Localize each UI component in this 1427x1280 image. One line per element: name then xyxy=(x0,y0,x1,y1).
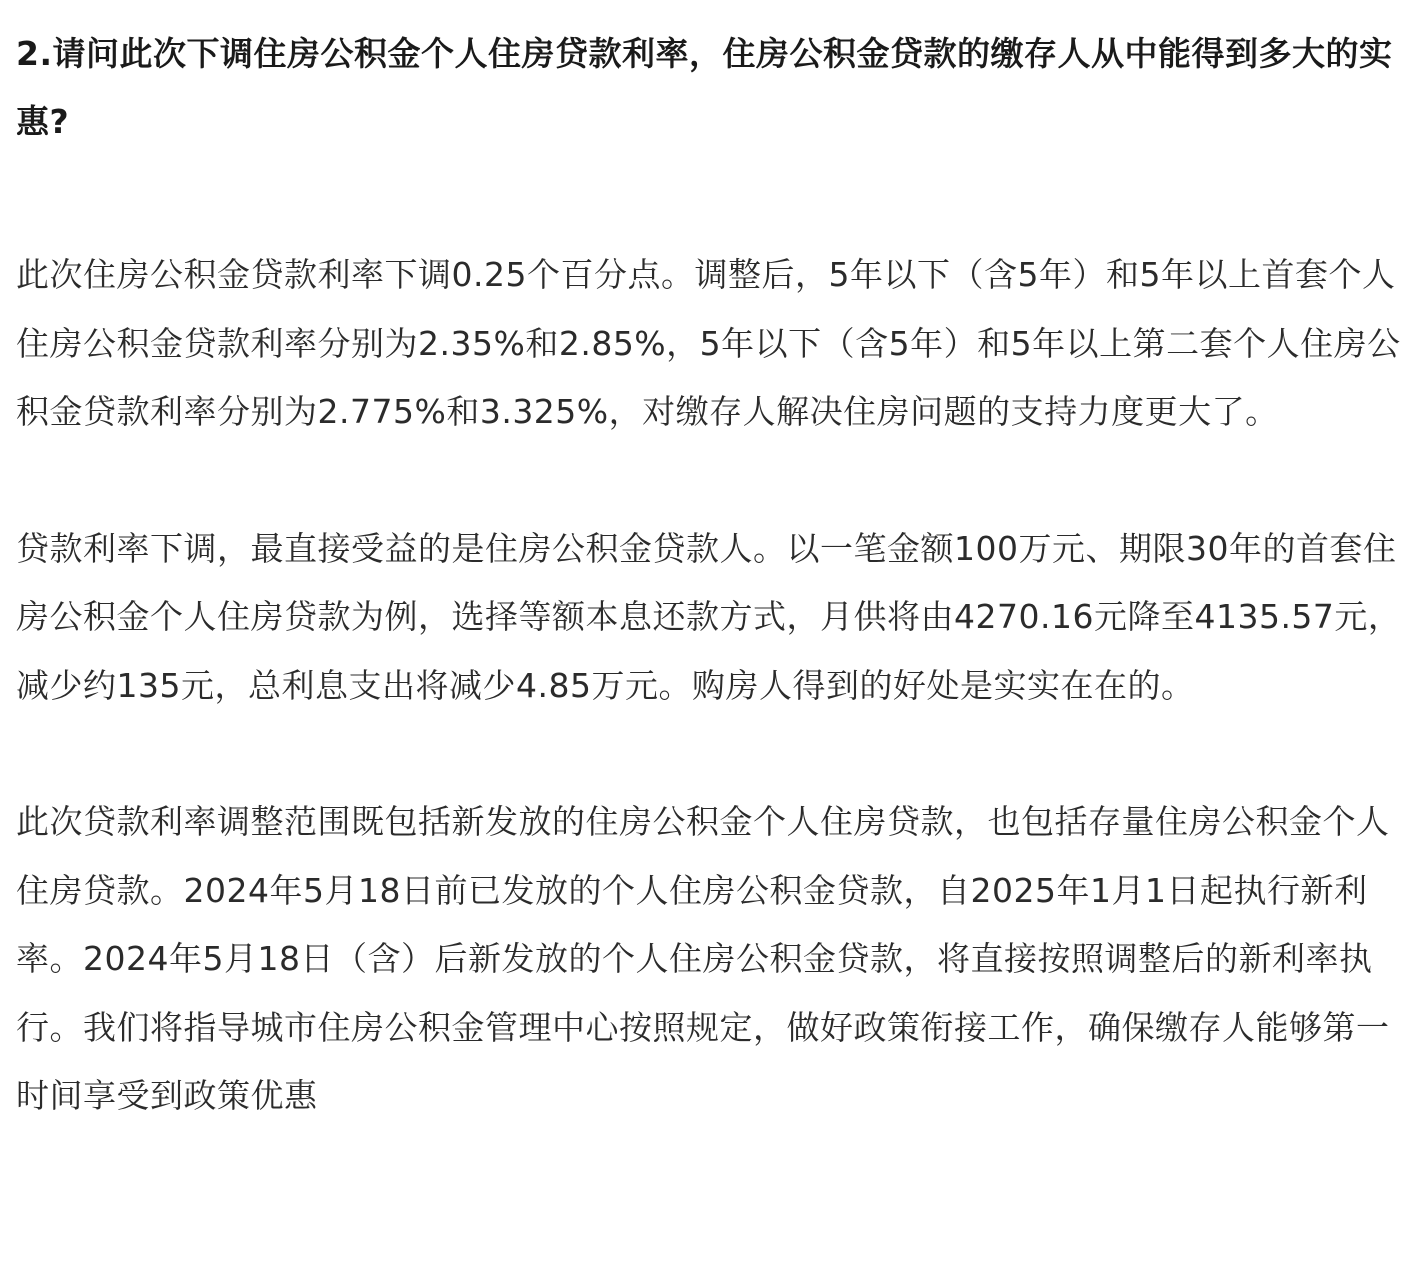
paragraph-scope: 此次贷款利率调整范围既包括新发放的住房公积金个人住房贷款，也包括存量住房公积金个人住房贷款。2024年5月18日前已发放的个人住房公积金贷款，自2025年1月1日起执行新利率。2024年5月18日（含）后新发放的个人住房公积金贷款，将直接按照调整后的新利率执行。我们将指导城市住房公积金管理中心按照规定，做好政策衔接工作，确保缴存人能够第一时间享受到政策优惠 xyxy=(16,802,1390,1115)
question-heading: 2.请问此次下调住房公积金个人住房贷款利率，住房公积金贷款的缴存人从中能得到多大的实惠? xyxy=(16,34,1393,141)
article-body xyxy=(16,20,1411,1131)
bottom-fade-overlay xyxy=(0,1240,1427,1280)
paragraph-rate-cut: 此次住房公积金贷款利率下调0.25个百分点。调整后，5年以下（含5年）和5年以上首套个人住房公积金贷款利率分别为2.35%和2.85%，5年以下（含5年）和5年以上第二套个人住房公积金贷款利率分别为2.775%和3.325%，对缴存人解决住房问题的支持力度更大了。 xyxy=(16,255,1401,431)
paragraph-loan-example: 贷款利率下调，最直接受益的是住房公积金贷款人。以一笔金额100万元、期限30年的首套住房公积金个人住房贷款为例，选择等额本息还款方式，月供将由4270.16元降至4135.57元，减少约135元，总利息支出将减少4.85万元。购房人得到的好处是实实在在的。 xyxy=(16,528,1402,705)
